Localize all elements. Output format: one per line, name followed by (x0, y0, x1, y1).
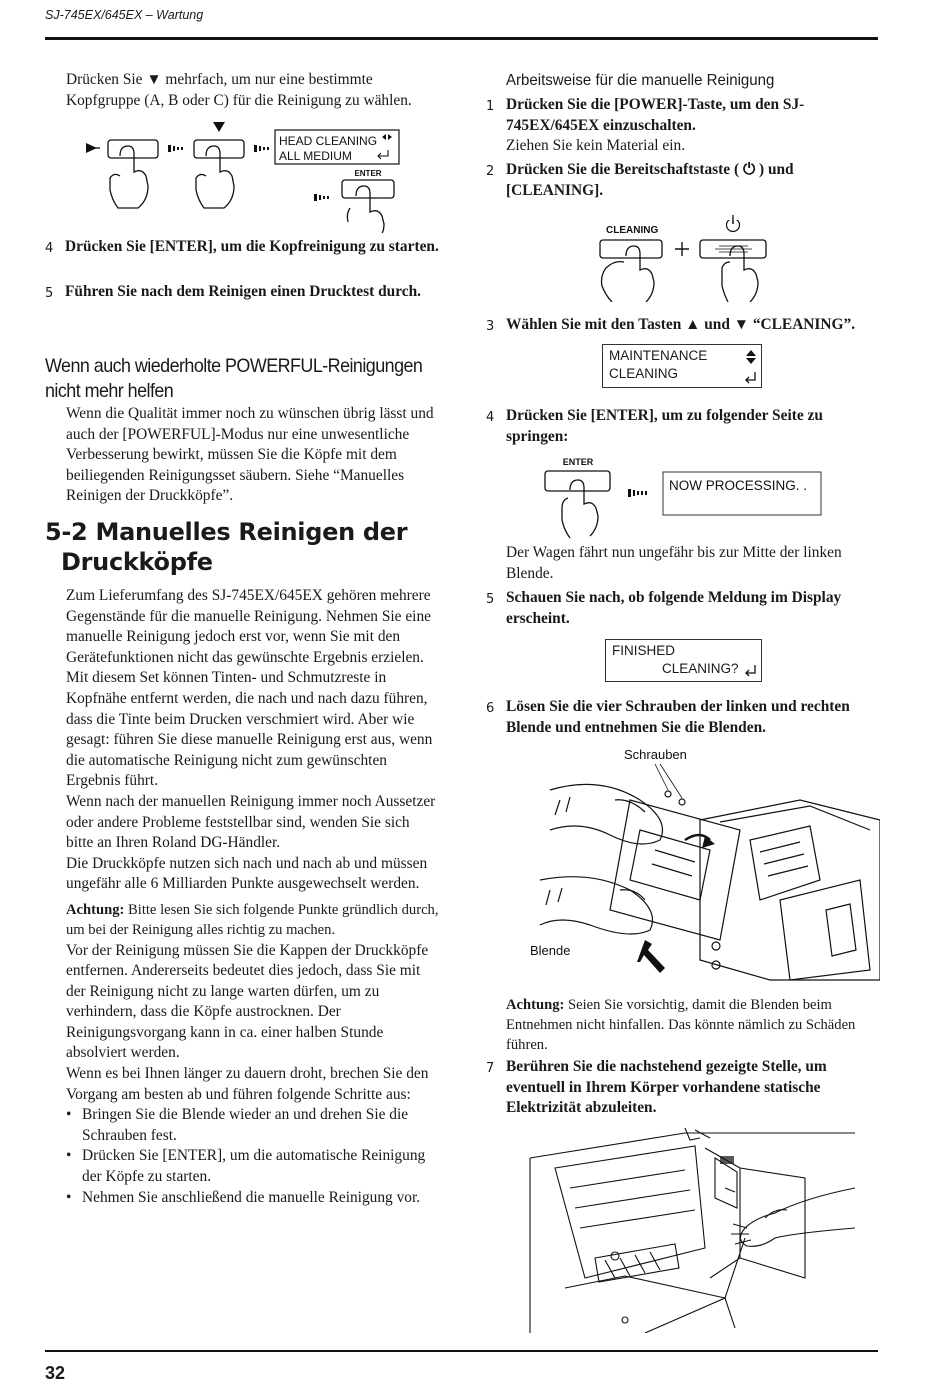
step-number: 4 (486, 410, 495, 425)
step-2 (486, 160, 878, 201)
step-6 (486, 697, 878, 738)
list-item-text: Bringen Sie die Blende wieder an und drehen Sie die Schrauben fest. (82, 1106, 409, 1144)
section-heading-line: Wenn auch wiederholte POWERFUL-Reinigungen (45, 355, 423, 377)
step-1-note: Ziehen Sie kein Material ein. (506, 137, 686, 154)
list-item (66, 1105, 440, 1146)
powerful-paragraph: Wenn die Qualität immer noch zu wünschen übrig lässt und auch der [POWERFUL]-Modus nur eine unwesentliche Verbesserung bewirkt, müssen Sie die Köpfe mit dem beiliegenden Reinigungsset säubern. Siehe “Manuelles Reinigen der Druckköpfe”. (66, 405, 434, 505)
chapter-body (66, 586, 440, 1208)
step-number: 5 (45, 286, 54, 301)
body-paragraph: Wenn es bei Ihnen länger zu dauern droht, brechen Sie den Vorgang am besten ab und führen folgende Schritte aus: (66, 1065, 429, 1103)
step-number: 2 (486, 164, 495, 179)
lcd-maintenance (602, 344, 762, 388)
list-item (66, 1188, 440, 1209)
step-number: 5 (486, 592, 495, 607)
head-cleaning-panel-illustration (80, 118, 410, 233)
list-item-text: Nehmen Sie anschließend die manuelle Reinigung vor. (82, 1188, 421, 1206)
up-down-arrows-icon (744, 348, 758, 386)
lcd-line: FINISHED (612, 643, 676, 658)
enter-label: ENTER (354, 169, 382, 178)
caution-note (66, 900, 440, 941)
static-discharge-illustration (525, 1128, 855, 1333)
caution-label: Achtung: (66, 901, 125, 918)
page-number: 32 (45, 1363, 66, 1383)
body-paragraph: Die Druckköpfe nutzen sich nach und nach ab und müssen ungefähr alle 6 Milliarden Punkte ausgewechselt werden. (66, 854, 428, 893)
caution-text: Bitte lesen Sie sich folgende Punkte gründlich durch, um bei der Reinigung alles richtig zu machen. (66, 901, 439, 939)
step-number: 7 (486, 1061, 495, 1076)
body-paragraph: Wenn nach der manuellen Reinigung immer noch Aussetzer oder andere Probleme feststellbar sind, wenden Sie sich bitte an Ihren Roland DG-Händler. (66, 792, 436, 852)
arrow-icon (637, 940, 665, 973)
bullet-marker: • (66, 1147, 72, 1165)
step-number: 3 (486, 319, 495, 334)
body-paragraph: Zum Lieferumfang des SJ-745EX/645EX gehören mehrere Gegenstände für die manuelle Reinigung. Nehmen Sie eine manuelle Reinigung jedoch erst vor, wenn Sie mit den Gerätefunktionen nicht das gewünschte Ergebnis erzielen. Mit diesem Set können Tinten- und Schmutzreste in Kopfnähe entfernt werden, die nach und nach dazu führen, dass die Tinte beim Drucken verschmiert wird. Aber wie gesagt: führen Sie diese manuelle Reinigung erst aus, wenn die automatische Reinigung nicht zum gewünschten Ergebnis führt. (66, 587, 433, 790)
step-4-left (45, 237, 445, 260)
right-triangle-icon (86, 143, 97, 153)
header-rule (45, 37, 878, 40)
down-triangle-icon (213, 122, 225, 132)
step-text: Schauen Sie nach, ob folgende Meldung im Display erscheint. (506, 589, 842, 627)
chapter-heading-line: 5-2 Manuelles Reinigen der (45, 518, 408, 546)
step-text: Führen Sie nach dem Reinigen einen Drucktest durch. (65, 283, 421, 300)
intro-paragraph: Drücken Sie ▼ mehrfach, um nur eine bestimmte Kopfgruppe (A, B oder C) für die Reinigung zu wählen. (66, 71, 412, 109)
cover-removal-illustration (520, 740, 880, 985)
step-4-right (486, 406, 878, 447)
step-4-result: Der Wagen fährt nun ungefähr bis zur Mitte der linken Blende. (506, 544, 842, 582)
subsection-heading: Arbeitsweise für die manuelle Reinigung (506, 72, 775, 89)
cleaning-label: CLEANING (606, 225, 659, 236)
step-5-right (486, 588, 878, 629)
step-text: Lösen Sie die vier Schrauben der linken und rechten Blende und entnehmen Sie die Blenden. (506, 698, 850, 736)
list-item (66, 1146, 440, 1187)
chapter-heading-line: Druckköpfe (61, 548, 213, 576)
running-header: SJ-745EX/645EX – Wartung (45, 8, 204, 22)
caution-note-right (506, 995, 878, 1055)
step-text: Berühren Sie die nachstehend gezeigte Stelle, um eventuell in Ihrem Körper vorhandene statische Elektrizität abzuleiten. (506, 1058, 827, 1117)
body-paragraph: Vor der Reinigung müssen Sie die Kappen der Druckköpfe entfernen. Andererseits bedeutet dies jedoch, dass Sie mit der Reinigung nicht zu lange warten dürfen, um zu verhindern, dass die Köpfe austrocknen. Der Reinigungsvorgang kann in ca. einer halben Stunde absolviert werden. (66, 941, 429, 1062)
bullet-marker: • (66, 1106, 72, 1124)
step-number: 1 (486, 99, 495, 114)
caution-label: Achtung: (506, 997, 565, 1013)
step-text: Drücken Sie die Bereitschaftstaste ( ⏻ ) und [CLEANING]. (506, 161, 794, 199)
screws-label: Schrauben (624, 747, 687, 762)
lcd-line: CLEANING? (662, 661, 739, 676)
step-5-left (45, 282, 445, 305)
lcd-finished (605, 639, 762, 682)
step-7 (486, 1057, 878, 1119)
cleaning-power-illustration (580, 212, 790, 302)
section-heading-line: nicht mehr helfen (45, 380, 174, 402)
step-1 (486, 95, 878, 136)
step-3 (486, 315, 886, 338)
lcd-head-cleaning-line2: ALL MEDIUM (279, 149, 352, 163)
cover-label: Blende (530, 943, 571, 958)
step-number: 4 (45, 241, 54, 256)
step-text: Drücken Sie die [POWER]-Taste, um den SJ-745EX/645EX einzuschalten. (506, 96, 805, 134)
enter-processing-illustration (540, 452, 840, 542)
enter-arrow-icon (744, 664, 758, 678)
enter-label: ENTER (562, 457, 594, 467)
list-item-text: Drücken Sie [ENTER], um die automatische Reinigung der Köpfe zu starten. (82, 1147, 426, 1186)
lcd-line: CLEANING (609, 366, 679, 381)
lcd-line: MAINTENANCE (609, 348, 708, 363)
lcd-head-cleaning-line1: HEAD CLEANING (279, 134, 378, 148)
footer-rule (45, 1350, 878, 1352)
step-text: Drücken Sie [ENTER], um die Kopfreinigung zu starten. (65, 238, 439, 255)
section-heading-powerful (45, 354, 465, 404)
step-text: Drücken Sie [ENTER], um zu folgender Seite zu springen: (506, 407, 823, 445)
bullet-marker: • (66, 1188, 72, 1206)
lcd-processing-text: NOW PROCESSING. . (669, 478, 808, 493)
step-number: 6 (486, 701, 495, 716)
step-text: Wählen Sie mit den Tasten ▲ und ▼ “CLEANING”. (506, 316, 856, 333)
chapter-heading (45, 517, 465, 577)
caution-text: Seien Sie vorsichtig, damit die Blenden beim Entnehmen nicht hinfallen. Das könnte nämlich zu Schäden führen. (506, 997, 856, 1053)
